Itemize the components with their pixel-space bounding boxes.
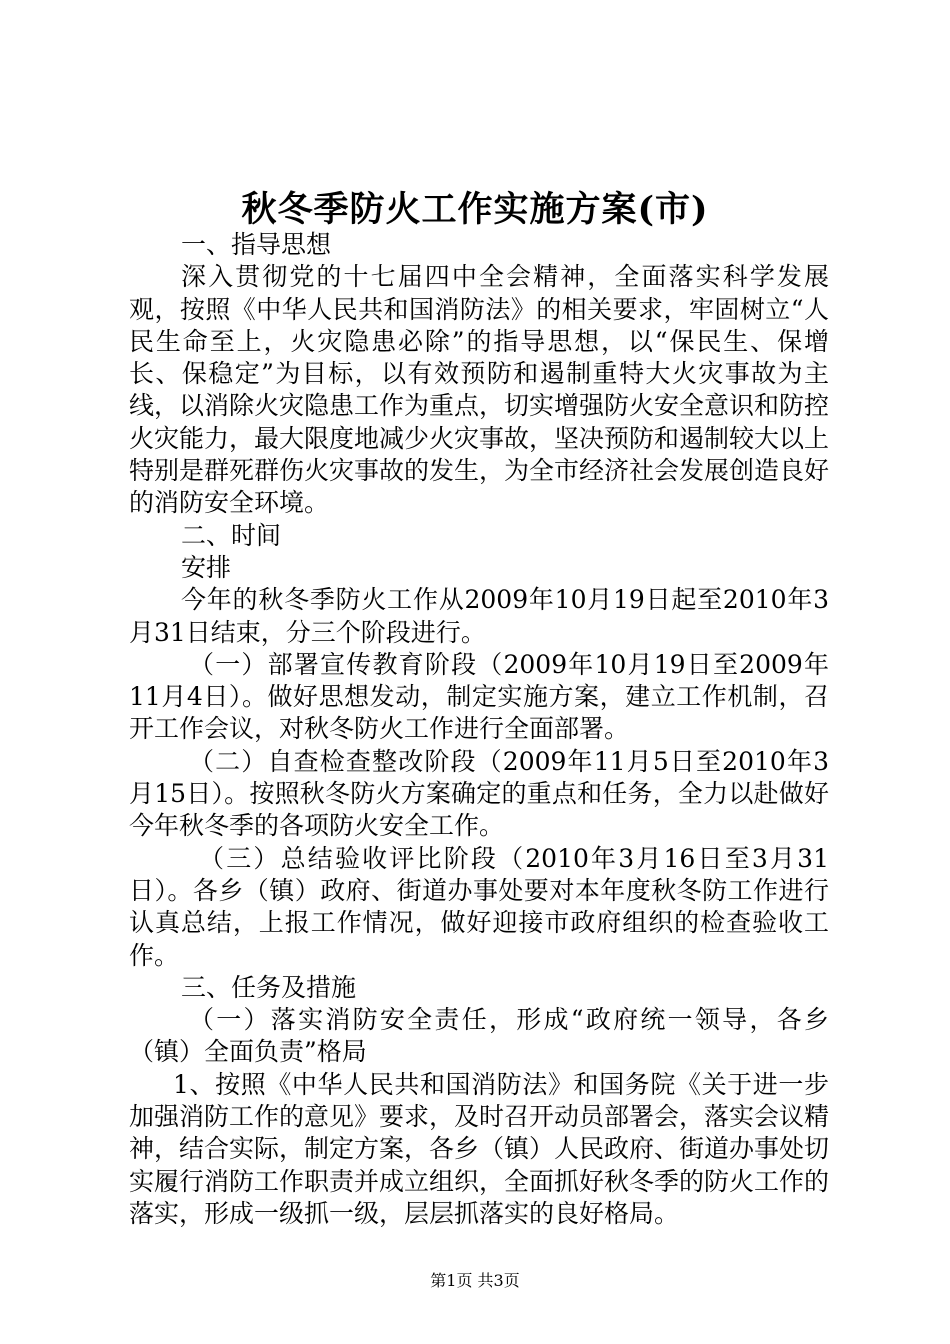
paragraph: 今年的秋冬季防火工作从2009年10月19日起至2010年3月31日结束，分三个阶段进行。 <box>129 585 829 647</box>
paragraph: （一）落实消防安全责任，形成“政府统一领导，各乡（镇）全面负责”格局 <box>129 1005 829 1067</box>
paragraph: （二）自查检查整改阶段（2009年11月5日至2010年3月15日）。按照秋冬防火方案确定的重点和任务，全力以赴做好今年秋冬季的各项防火安全工作。 <box>129 746 829 841</box>
section-heading: 三、任务及措施 <box>181 972 357 1002</box>
section-heading: 一、指导思想 <box>181 230 332 259</box>
paragraph: 1、按照《中华人民共和国消防法》和国务院《关于进一步加强消防工作的意见》要求，及时召开动员部署会，落实会议精神，结合实际，制定方案，各乡（镇）人民政府、街道办事处切实履行消防工作职责并成立组织，全面抓好秋冬季的防火工作的落实，形成一级抓一级，层层抓落实的良好格局。 <box>129 1069 830 1228</box>
document-title: 秋冬季防火工作实施方案(市) <box>241 189 709 230</box>
paragraph: （一）部署宣传教育阶段（2009年10月19日至2009年11月4日）。做好思想发动，制定实施方案，建立工作机制，召开工作会议，对秋冬防火工作进行全面部署。 <box>129 649 829 744</box>
paragraph: 安排 <box>181 552 232 582</box>
paragraph: 深入贯彻党的十七届四中全会精神，全面落实科学发展观，按照《中华人民共和国消防法》的相关要求，牢固树立“人民生命至上，火灾隐患必除”的指导思想，以“保民生、保增长、保稳定”为目标，以有效预防和遏制重特大火灾事故为主线，以消除火灾隐患工作为重点，切实增强防火安全意识和防控火灾能力，最大限度地减少火灾事故，坚决预防和遏制较大以上特别是群死群伤火灾事故的发生，为全市经济社会发展创造良好的消防安全环境。 <box>129 262 830 518</box>
paragraph: （三）总结验收评比阶段（2010年3月16日至3月31日）。各乡（镇）政府、街道办事处要对本年度秋冬防工作进行认真总结，上报工作情况，做好迎接市政府组织的检查验收工作。 <box>129 843 829 970</box>
document-body <box>129 229 829 1230</box>
page-footer: 第1页 共3页 <box>430 1271 520 1290</box>
section-heading: 二、时间 <box>181 520 282 550</box>
